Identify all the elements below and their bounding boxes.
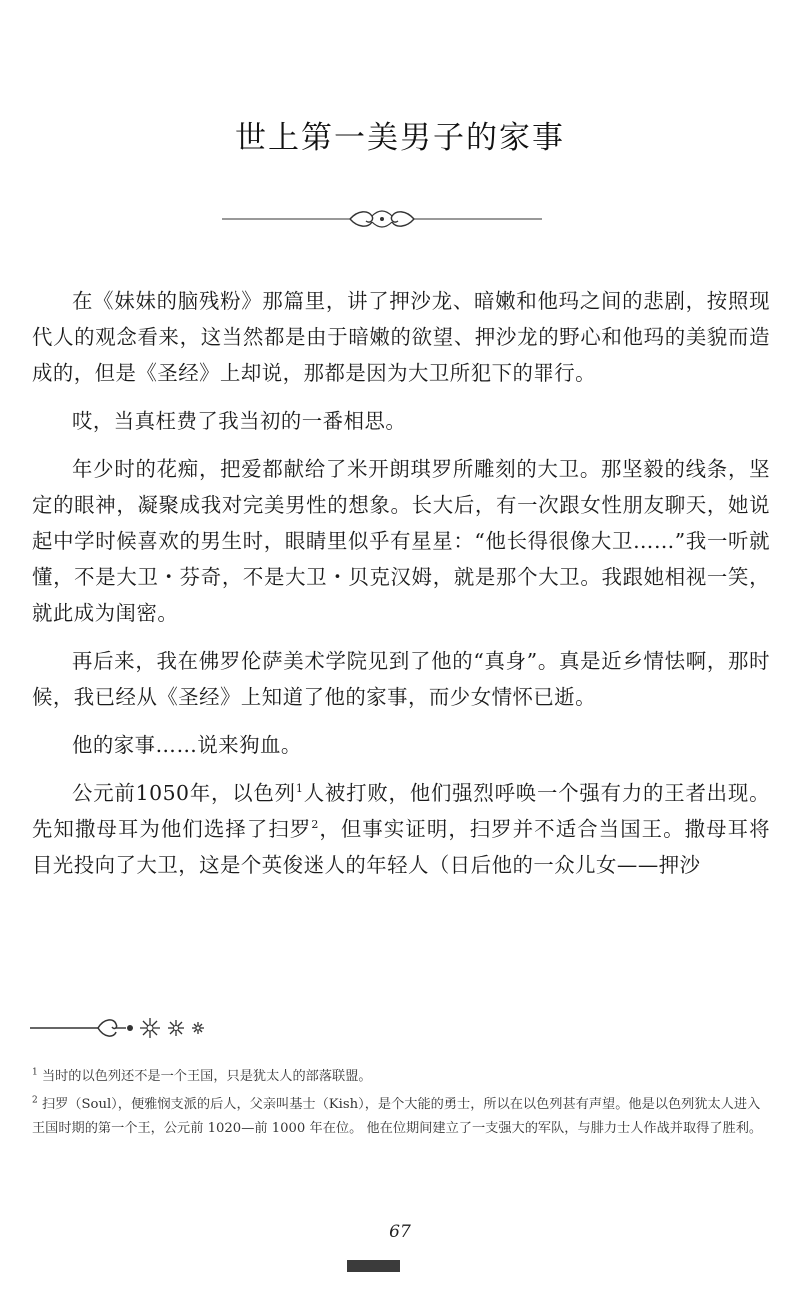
footnote-text: 当时的以色列还不是一个王国，只是犹太人的部落联盟。 — [41, 1069, 372, 1084]
page-number: 67 — [389, 1222, 411, 1242]
paragraph: 在《妹妹的脑残粉》那篇里，讲了押沙龙、暗嫩和他玛之间的悲剧，按照现代人的观念看来，这当然都是由于暗嫩的欲望、押沙龙的野心和他玛的美貌而造成的，但是《圣经》上却说，那都是因为大卫所犯下的罪行。 — [32, 289, 770, 385]
footnote-ref[interactable]: 1 — [295, 782, 304, 796]
footnote — [32, 1093, 772, 1141]
body-text — [32, 283, 770, 895]
paragraph: 年少时的花痴，把爱都献给了米开朗琪罗所雕刻的大卫。那坚毅的线条，坚定的眼神，凝聚成我对完美男性的想象。长大后，有一次跟女性朋友聊天，她说起中学时候喜欢的男生时，眼睛里似乎有星星：“他长得很像大卫……”我一听就懂，不是大卫・芬奇，不是大卫・贝克汉姆，就是那个大卫。我跟她相视一笑，就此成为闺密。 — [32, 457, 770, 625]
footnote-ornament-icon — [30, 1014, 210, 1042]
paragraph: 他的家事……说来狗血。 — [72, 733, 302, 757]
chapter-title: 世上第一美男子的家事 — [235, 120, 565, 156]
paragraph-segment: 人被打败，他们强烈呼唤一个强有力的王者出现。先知撒母耳为他们选择了扫罗 — [32, 781, 770, 841]
title-ornament-icon — [222, 206, 542, 232]
paragraph: 再后来，我在佛罗伦萨美术学院见到了他的“真身”。真是近乡情怯啊，那时候，我已经从《圣经》上知道了他的家事，而少女情怀已逝。 — [32, 649, 770, 709]
footnote-ref[interactable]: 2 — [311, 818, 319, 832]
paragraph — [32, 775, 770, 883]
paragraph: 哎，当真枉费了我当初的一番相思。 — [72, 409, 407, 433]
page-number-bar — [347, 1260, 400, 1272]
footnote-text: 扫罗（Soul），便雅悯支派的后人，父亲叫基士（Kish），是个大能的勇士，所以在以色列甚有声望。他是以色列犹太人进入王国时期的第一个王，公元前 1020—前 1000 年在位。 他在位期间建立了一支强大的军队，与腓力士人作战并取得了胜利。 — [32, 1097, 763, 1136]
paragraph-segment: ，但事实证明，扫罗并不适合当国王。撒母耳将目光投向了大卫，这是个英俊迷人的年轻人（日后他的一众儿女——押沙 — [32, 817, 771, 877]
paragraph-segment: 公元前1050年，以色列 — [72, 781, 296, 805]
footnote-mark: 2 — [32, 1095, 38, 1106]
footnote-mark: 1 — [32, 1067, 38, 1078]
footnotes — [32, 1065, 772, 1145]
footnote — [32, 1065, 772, 1089]
